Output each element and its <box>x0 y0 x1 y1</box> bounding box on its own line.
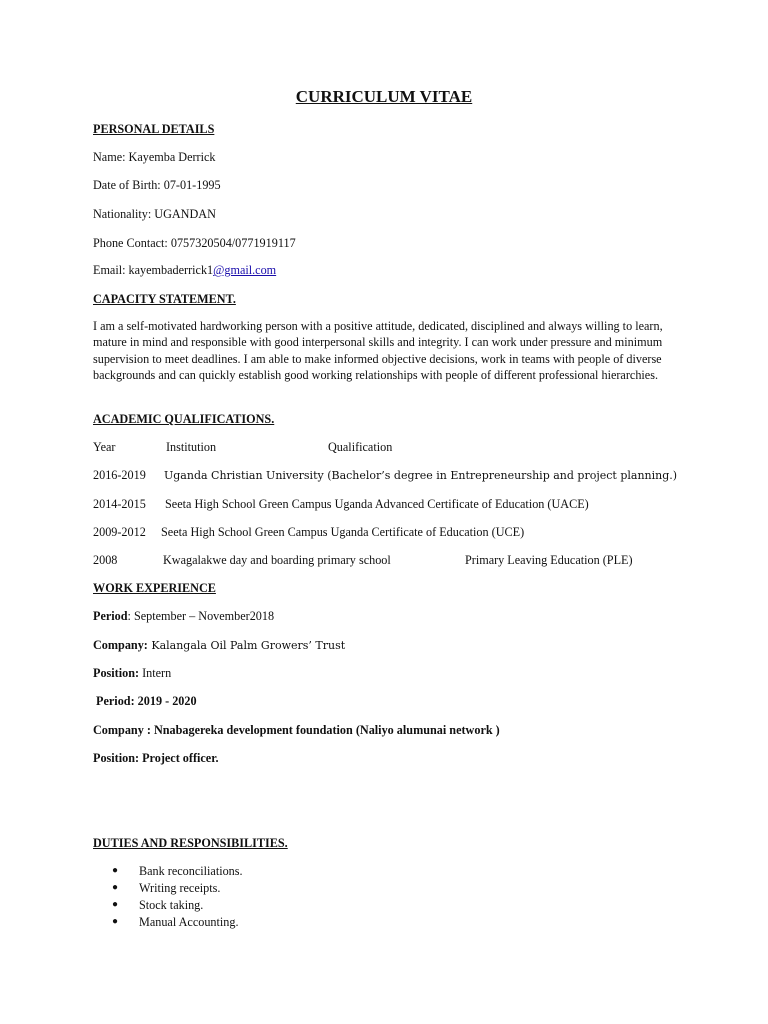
academic-row-year: 2009-2012 <box>93 525 146 539</box>
academic-row-year: 2008 <box>93 553 118 567</box>
email-line <box>93 263 276 278</box>
work-experience-heading: WORK EXPERIENCE <box>93 581 216 595</box>
position-line <box>93 666 171 681</box>
list-item: Stock taking. <box>139 898 204 912</box>
list-item: Writing receipts. <box>139 881 221 895</box>
academic-row-institution: Seeta High School Green Campus Uganda Advanced Certificate of Education (UACE) <box>165 497 589 511</box>
position-value: Intern <box>139 666 172 680</box>
company-value: Kalangala Oil Palm Growers’ Trust <box>147 639 346 652</box>
list-item: Bank reconciliations. <box>139 864 243 878</box>
academic-heading: ACADEMIC QUALIFICATIONS. <box>93 412 275 426</box>
bullet-icon: ● <box>112 899 119 910</box>
dob-line: Date of Birth: 07-01-1995 <box>93 178 221 192</box>
academic-row-year: 2014-2015 <box>93 497 146 511</box>
position-label: Position: <box>93 666 140 680</box>
nationality-line: Nationality: UGANDAN <box>93 207 216 221</box>
academic-row-institution: Kwagalakwe day and boarding primary school <box>163 553 391 567</box>
name-line: Name: Kayemba Derrick <box>93 150 216 164</box>
bullet-icon: ● <box>112 865 119 876</box>
academic-row-institution: Seeta High School Green Campus Uganda Certificate of Education (UCE) <box>161 525 525 539</box>
personal-details-heading: PERSONAL DETAILS <box>93 122 215 136</box>
list-item: Manual Accounting. <box>139 915 239 929</box>
period-line-2: Period: 2019 - 2020 <box>93 694 197 708</box>
academic-header-year: Year <box>93 440 116 454</box>
capacity-statement-text: I am a self-motivated hardworking person with a positive attitude, dedicated, disciplined and always willing to learn, mature in mind and responsible with good interpersonal skills and integrity. I can work under pressure and minimum supervision to meet deadlines. I am able to make informed objective decisions, work in teams with people of diverse backgrounds and can quickly establish good working relationships with people of different professional hierarchies. <box>93 319 663 382</box>
academic-header-institution: Institution <box>166 440 217 454</box>
academic-header-qualification: Qualification <box>328 440 393 454</box>
bullet-icon: ● <box>112 882 119 893</box>
capacity-statement-heading: CAPACITY STATEMENT. <box>93 292 236 306</box>
bullet-icon: ● <box>112 916 119 927</box>
position-line-2: Position: Project officer. <box>93 751 219 765</box>
academic-row-qualification: Primary Leaving Education (PLE) <box>465 553 633 567</box>
period-line <box>93 609 274 624</box>
duties-heading: DUTIES AND RESPONSIBILITIES. <box>93 836 288 850</box>
period-value: : September – November2018 <box>127 609 275 623</box>
company-line <box>93 638 345 653</box>
period-label: Period <box>93 609 128 623</box>
academic-row-year: 2016-2019 <box>93 468 146 482</box>
email-label: Email: kayembaderrick1 <box>93 263 214 277</box>
company-line-2: Company : Nnabagereka development foundation (Naliyo alumunai network ) <box>93 723 500 737</box>
document-title: CURRICULUM VITAE <box>295 87 473 106</box>
company-label: Company: <box>93 638 148 652</box>
email-link[interactable]: @gmail.com <box>213 263 277 277</box>
phone-line: Phone Contact: 0757320504/0771919117 <box>93 236 296 250</box>
academic-row-institution: Uganda Christian University (Bachelor’s degree in Entrepreneurship and project planning.) <box>164 469 678 482</box>
